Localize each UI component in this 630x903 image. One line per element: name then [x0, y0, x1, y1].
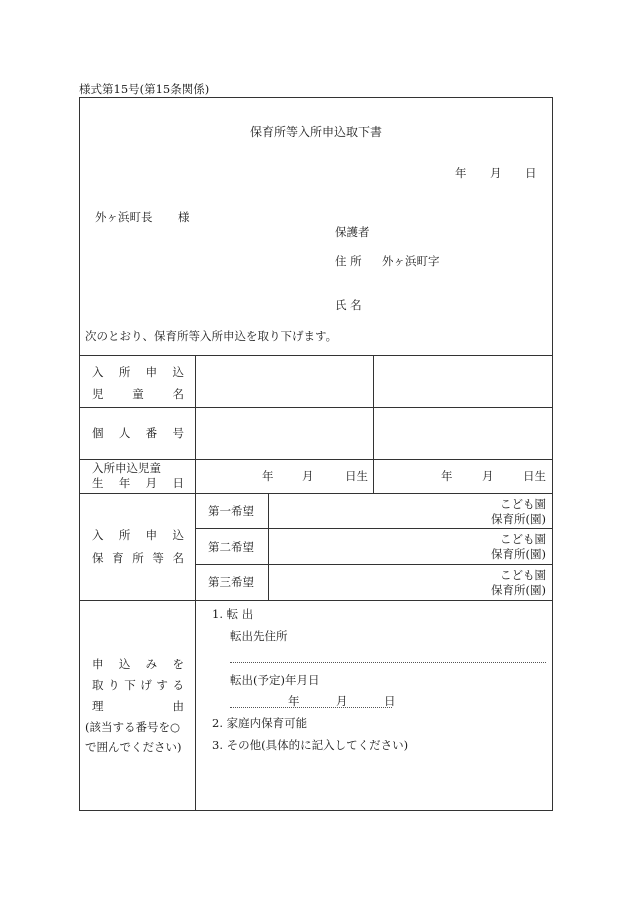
birth-label-line1: 入所申込児童	[92, 461, 161, 475]
row-divider	[79, 355, 553, 356]
personal-number-field-2[interactable]	[375, 409, 552, 458]
child-name-label-line2: 児 童 名	[92, 387, 184, 401]
reason-label-line1: 申 込 み を	[92, 657, 184, 671]
choice-1-suffix-1: こども園	[500, 497, 546, 511]
personal-number-field-1[interactable]	[197, 409, 372, 458]
reason-1-address-label: 転出先住所	[230, 629, 288, 643]
reason-label-line2: 取 り 下 げ す る	[92, 678, 184, 692]
date-month: 月	[490, 166, 502, 180]
row-divider	[79, 459, 553, 460]
guardian-label: 保護者	[335, 225, 370, 239]
reason-1-address-line[interactable]	[230, 662, 546, 663]
personal-number-label: 個 人 番 号	[92, 426, 184, 440]
reason-2[interactable]: 2. 家庭内保育可能	[212, 716, 308, 730]
row-divider	[195, 564, 553, 565]
row-divider	[79, 600, 553, 601]
reason-1-date-line[interactable]	[230, 707, 392, 708]
choice-2-suffix-1: こども園	[500, 532, 546, 546]
reason-label-line5: で囲んでください)	[85, 740, 182, 754]
choice-1-label: 第一希望	[208, 504, 254, 518]
child-name-label-line1: 入 所 申 込	[92, 365, 184, 379]
choice-2-label: 第二希望	[208, 540, 254, 554]
statement: 次のとおり、保育所等入所申込を取り下げます。	[85, 329, 338, 343]
addressee: 外ヶ浜町長	[95, 210, 153, 224]
row-divider	[79, 493, 553, 494]
reason-1[interactable]: 1. 転 出	[212, 607, 254, 621]
birth-day-2: 日生	[523, 469, 546, 483]
form-title: 保育所等入所申込取下書	[250, 125, 383, 139]
address-label: 住 所	[335, 254, 362, 268]
reason-label-line4: (該当する番号を○	[85, 720, 181, 734]
column-divider	[373, 355, 374, 493]
birth-month-1: 月	[302, 469, 314, 483]
facility-label-line2: 保 育 所 等 名	[92, 551, 184, 565]
child-name-field-2[interactable]	[375, 357, 552, 406]
choice-2-suffix-2: 保育所(園)	[491, 547, 546, 561]
reason-3[interactable]: 3. その他(具体的に記入してください)	[212, 738, 409, 752]
facility-label-line1: 入 所 申 込	[92, 528, 184, 542]
reason-label-line3: 理 由	[92, 699, 184, 713]
choice-1-suffix-2: 保育所(園)	[491, 512, 546, 526]
reason-1-date-year: 年	[288, 694, 300, 708]
birth-day-1: 日生	[345, 469, 368, 483]
birth-year-2: 年	[441, 469, 453, 483]
row-divider	[195, 528, 553, 529]
choice-3-label: 第三希望	[208, 575, 254, 589]
choice-3-suffix-1: こども園	[500, 568, 546, 582]
choice-3-suffix-2: 保育所(園)	[491, 583, 546, 597]
column-divider	[268, 493, 269, 600]
child-name-field-1[interactable]	[197, 357, 372, 406]
date-day: 日	[525, 166, 537, 180]
date-year: 年	[455, 166, 467, 180]
column-divider	[195, 355, 196, 811]
reason-1-date-label: 転出(予定)年月日	[230, 673, 320, 687]
birth-month-2: 月	[482, 469, 494, 483]
birth-year-1: 年	[262, 469, 274, 483]
reason-1-date-day: 日	[384, 694, 396, 708]
reason-1-date-month: 月	[336, 694, 348, 708]
addressee-honorific: 様	[178, 210, 190, 224]
address-value: 外ヶ浜町字	[382, 254, 440, 268]
birth-label-line2: 生 年 月 日	[92, 476, 184, 490]
row-divider	[79, 407, 553, 408]
form-number: 様式第15号(第15条関係)	[79, 82, 210, 96]
name-label: 氏 名	[335, 298, 362, 312]
